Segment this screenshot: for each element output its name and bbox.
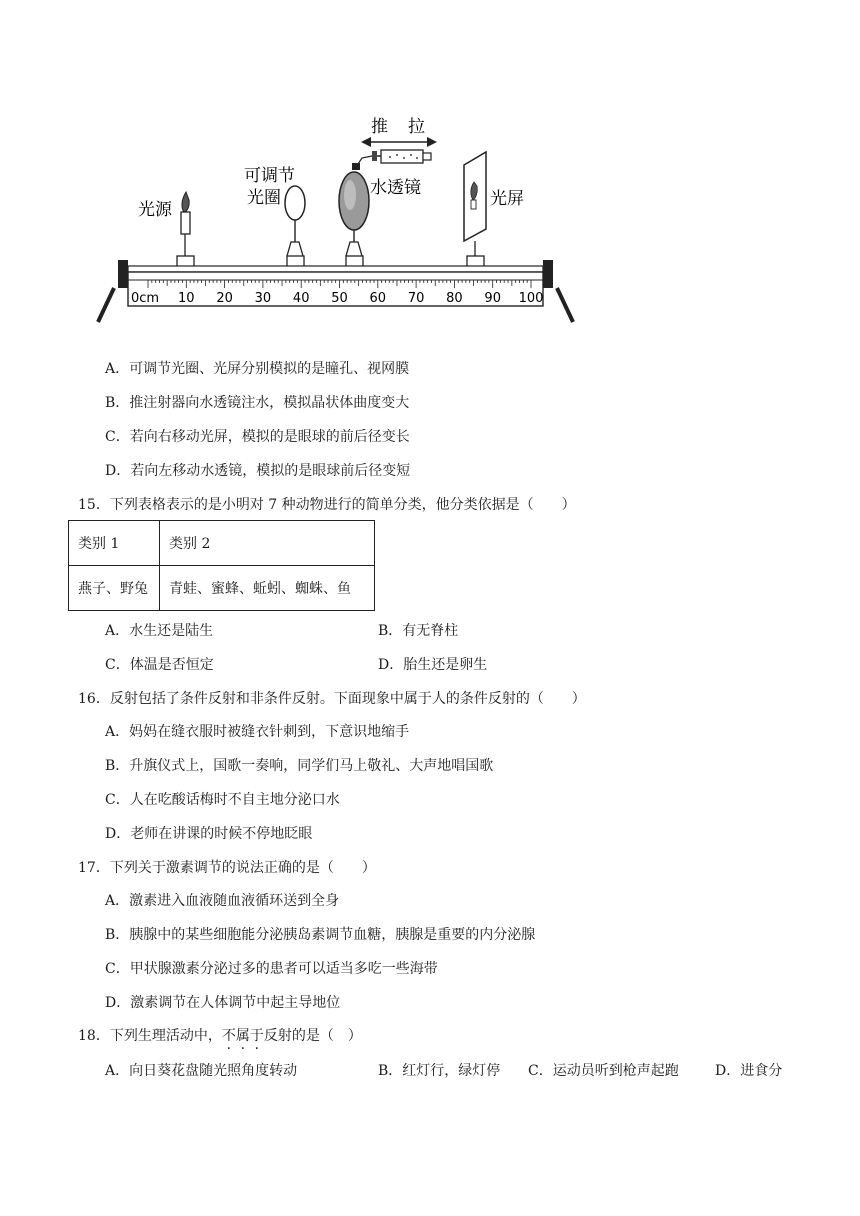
q16-option-c[interactable] xyxy=(105,791,340,809)
option-letter: C． xyxy=(105,657,130,673)
ruler-unit-label: 0cm xyxy=(131,291,160,306)
q15-option-b[interactable] xyxy=(378,622,458,640)
q17-option-a[interactable] xyxy=(105,892,339,910)
option-letter: D． xyxy=(105,826,131,842)
light-source-label: 光源 xyxy=(138,200,172,220)
water-lens-icon xyxy=(339,172,369,256)
option-letter: D． xyxy=(105,995,131,1011)
table-cell: 青蛙、蜜蜂、蚯蚓、蜘蛛、鱼 xyxy=(160,566,375,611)
ruler-tick-label: 60 xyxy=(369,291,387,306)
light-screen-icon xyxy=(464,152,486,256)
q16-option-a[interactable] xyxy=(105,723,409,741)
option-letter: A． xyxy=(105,623,130,639)
classification-table xyxy=(68,520,375,611)
option-letter: D． xyxy=(715,1063,741,1079)
option-text: 可调节光圈、光屏分别模拟的是瞳孔、视网膜 xyxy=(129,361,410,377)
ruler-tick-label: 70 xyxy=(407,291,425,306)
q17-option-b[interactable] xyxy=(105,926,535,944)
q14-option-b[interactable] xyxy=(105,394,409,412)
ruler-tick-label: 80 xyxy=(446,291,463,306)
table-row xyxy=(69,521,375,566)
q17-option-d[interactable] xyxy=(105,994,340,1012)
option-text: 人在吃酸话梅时不自主地分泌口水 xyxy=(129,792,340,808)
option-letter: C． xyxy=(105,961,130,977)
option-letter: B． xyxy=(105,395,130,411)
table-header-category-1: 类别 1 xyxy=(69,521,160,566)
option-text: 若向左移动水透镜，模拟的是眼球前后径变短 xyxy=(130,463,411,479)
option-letter: D． xyxy=(378,657,404,673)
option-text: 体温是否恒定 xyxy=(129,657,214,673)
option-text: 胰腺中的某些细胞能分泌胰岛素调节血糖，胰腺是重要的内分泌腺 xyxy=(129,927,536,943)
q16-stem: 16．反射包括了条件反射和非条件反射。下面现象中属于人的条件反射的（ ） xyxy=(78,691,586,707)
option-letter: B． xyxy=(105,927,130,943)
option-text: 激素调节在人体调节中起主导地位 xyxy=(130,995,341,1011)
option-text: 红灯行，绿灯停 xyxy=(402,1063,501,1079)
table-cell: 燕子、野兔 xyxy=(69,566,160,611)
q18-option-a[interactable] xyxy=(105,1062,297,1080)
option-text: 向日葵花盘随光照角度转动 xyxy=(129,1063,298,1079)
emphasis-char: 属 xyxy=(235,1028,250,1044)
aperture-label-1: 可调节 xyxy=(244,166,295,186)
option-letter: D． xyxy=(105,463,131,479)
water-lens-label: 水透镜 xyxy=(370,178,421,198)
q15-stem: 15．下列表格表示的是小明对 7 种动物进行的简单分类，他分类依据是（ ） xyxy=(78,497,576,513)
q18-option-d[interactable] xyxy=(715,1062,782,1080)
ruler-tick-label: 10 xyxy=(178,291,195,306)
q14-option-c[interactable] xyxy=(105,428,410,446)
ruler-tick-label: 20 xyxy=(216,291,233,306)
table-row xyxy=(69,566,375,611)
q14-option-d[interactable] xyxy=(105,462,410,480)
aperture-label-2: 光圈 xyxy=(247,188,281,208)
q17-option-c[interactable] xyxy=(105,960,438,978)
option-text: 激素进入血液随血液循环送到全身 xyxy=(129,893,340,909)
ruler-tick-label: 40 xyxy=(292,291,310,306)
emphasis-char: 于 xyxy=(249,1028,264,1044)
ruler-tick-label: 100 xyxy=(518,291,544,306)
emphasis-char: 不 xyxy=(221,1028,236,1044)
ruler-tick-label: 30 xyxy=(254,291,272,306)
option-letter: B． xyxy=(378,1063,403,1079)
option-text: 甲状腺激素分泌过多的患者可以适当多吃一些海带 xyxy=(129,961,438,977)
aperture-icon xyxy=(285,186,305,256)
screen-label: 光屏 xyxy=(490,189,524,209)
q18-option-b[interactable] xyxy=(378,1062,500,1080)
q15-option-a[interactable] xyxy=(105,622,213,640)
eye-model-diagram xyxy=(0,0,860,340)
q18-stem xyxy=(78,1027,362,1045)
option-text: 有无脊柱 xyxy=(402,623,459,639)
option-letter: C． xyxy=(528,1063,553,1079)
ruler-tick-label: 90 xyxy=(484,291,501,306)
pull-label: 拉 xyxy=(408,117,425,137)
q16-option-b[interactable] xyxy=(105,757,493,775)
option-letter: C． xyxy=(105,792,130,808)
q18-option-c[interactable] xyxy=(528,1062,679,1080)
option-letter: A． xyxy=(105,893,130,909)
option-letter: B． xyxy=(378,623,403,639)
option-text: 运动员听到枪声起跑 xyxy=(552,1063,679,1079)
push-label: 推 xyxy=(371,117,388,137)
option-letter: B． xyxy=(105,758,130,774)
stem-text: 18．下列生理活动中， xyxy=(78,1028,222,1044)
option-letter: A． xyxy=(105,724,130,740)
option-text: 升旗仪式上，国歌一奏响，同学们马上敬礼、大声地唱国歌 xyxy=(129,758,494,774)
q16-option-d[interactable] xyxy=(105,825,312,843)
option-text: 胎生还是卵生 xyxy=(403,657,488,673)
q15-option-c[interactable] xyxy=(105,656,214,674)
option-letter: C． xyxy=(105,429,130,445)
q14-option-a[interactable] xyxy=(105,360,409,378)
option-text: 推注射器向水透镜注水，模拟晶状体曲度变大 xyxy=(129,395,410,411)
option-letter: A． xyxy=(105,1063,130,1079)
table-header-category-2: 类别 2 xyxy=(160,521,375,566)
option-text: 若向右移动光屏，模拟的是眼球的前后径变长 xyxy=(129,429,410,445)
candle-icon xyxy=(181,192,190,256)
ruler-tick-label: 50 xyxy=(331,291,348,306)
option-text: 妈妈在缝衣服时被缝衣针刺到，下意识地缩手 xyxy=(129,724,410,740)
option-text: 水生还是陆生 xyxy=(129,623,214,639)
q17-stem: 17．下列关于激素调节的说法正确的是（ ） xyxy=(78,860,376,876)
syringe-icon xyxy=(352,150,431,170)
option-letter: A． xyxy=(105,361,130,377)
stem-text: 反射的是（ ） xyxy=(263,1028,362,1044)
q15-option-d[interactable] xyxy=(378,656,487,674)
option-text: 老师在讲课的时候不停地眨眼 xyxy=(130,826,313,842)
option-text: 进食分 xyxy=(740,1063,783,1079)
